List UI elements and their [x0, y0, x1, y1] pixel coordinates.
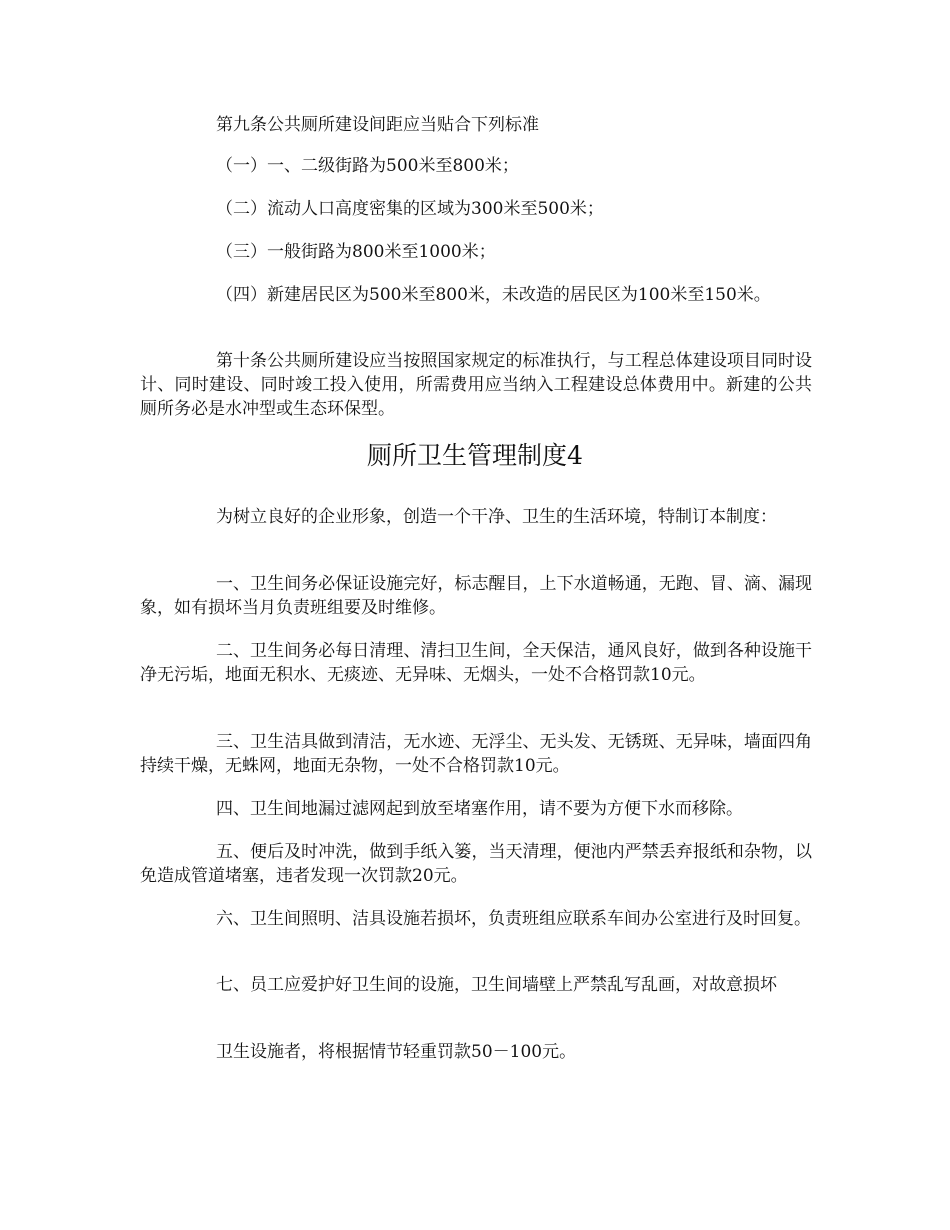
rule-5: 五、便后及时冲洗，做到手纸入篓，当天清理，便池内严禁丢弃报纸和杂物，以免造成管道堵塞，违者发现一次罚款20元。 [140, 842, 812, 886]
intro-paragraph: 为树立良好的企业形象，创造一个干净、卫生的生活环境，特制订本制度： [216, 507, 777, 527]
rule-4: 四、卫生间地漏过滤网起到放至堵塞作用，请不要为方便下水而移除。 [216, 799, 743, 819]
rule-7: 七、员工应爱护好卫生间的设施，卫生间墙壁上严禁乱写乱画，对故意损坏 [216, 975, 777, 995]
rule-7-continuation: 卫生设施者，将根据情节轻重罚款50－100元。 [216, 1042, 577, 1062]
rule-3: 三、卫生洁具做到清洁，无水迹、无浮尘、无头发、无锈斑、无异味，墙面四角持续干燥，无蛛网，地面无杂物，一处不合格罚款10元。 [140, 732, 812, 776]
article-10-paragraph: 第十条公共厕所建设应当按照国家规定的标准执行，与工程总体建设项目同时设计、同时建设、同时竣工投入使用，所需费用应当纳入工程建设总体费用中。新建的公共厕所务必是水冲型或生态环保型。 [140, 351, 812, 419]
rule-2: 二、卫生间务必每日清理、清扫卫生间，全天保洁，通风良好，做到各种设施干净无污垢，地面无积水、无痰迹、无异味、无烟头，一处不合格罚款10元。 [140, 641, 812, 685]
document-title: 厕所卫生管理制度4 [367, 441, 583, 470]
spacing-item-2: （二）流动人口高度密集的区域为300米至500米； [216, 199, 604, 219]
spacing-item-4: （四）新建居民区为500米至800米，未改造的居民区为100米至150米。 [216, 285, 771, 305]
spacing-item-1: （一）一、二级街路为500米至800米； [216, 156, 519, 176]
article-9-heading: 第九条公共厕所建设间距应当贴合下列标准 [216, 115, 539, 135]
spacing-item-3: （三）一般街路为800米至1000米； [216, 242, 496, 262]
rule-1: 一、卫生间务必保证设施完好，标志醒目，上下水道畅通，无跑、冒、滴、漏现象，如有损坏当月负责班组要及时维修。 [140, 574, 812, 618]
rule-6: 六、卫生间照明、洁具设施若损坏，负责班组应联系车间办公室进行及时回复。 [216, 909, 811, 929]
